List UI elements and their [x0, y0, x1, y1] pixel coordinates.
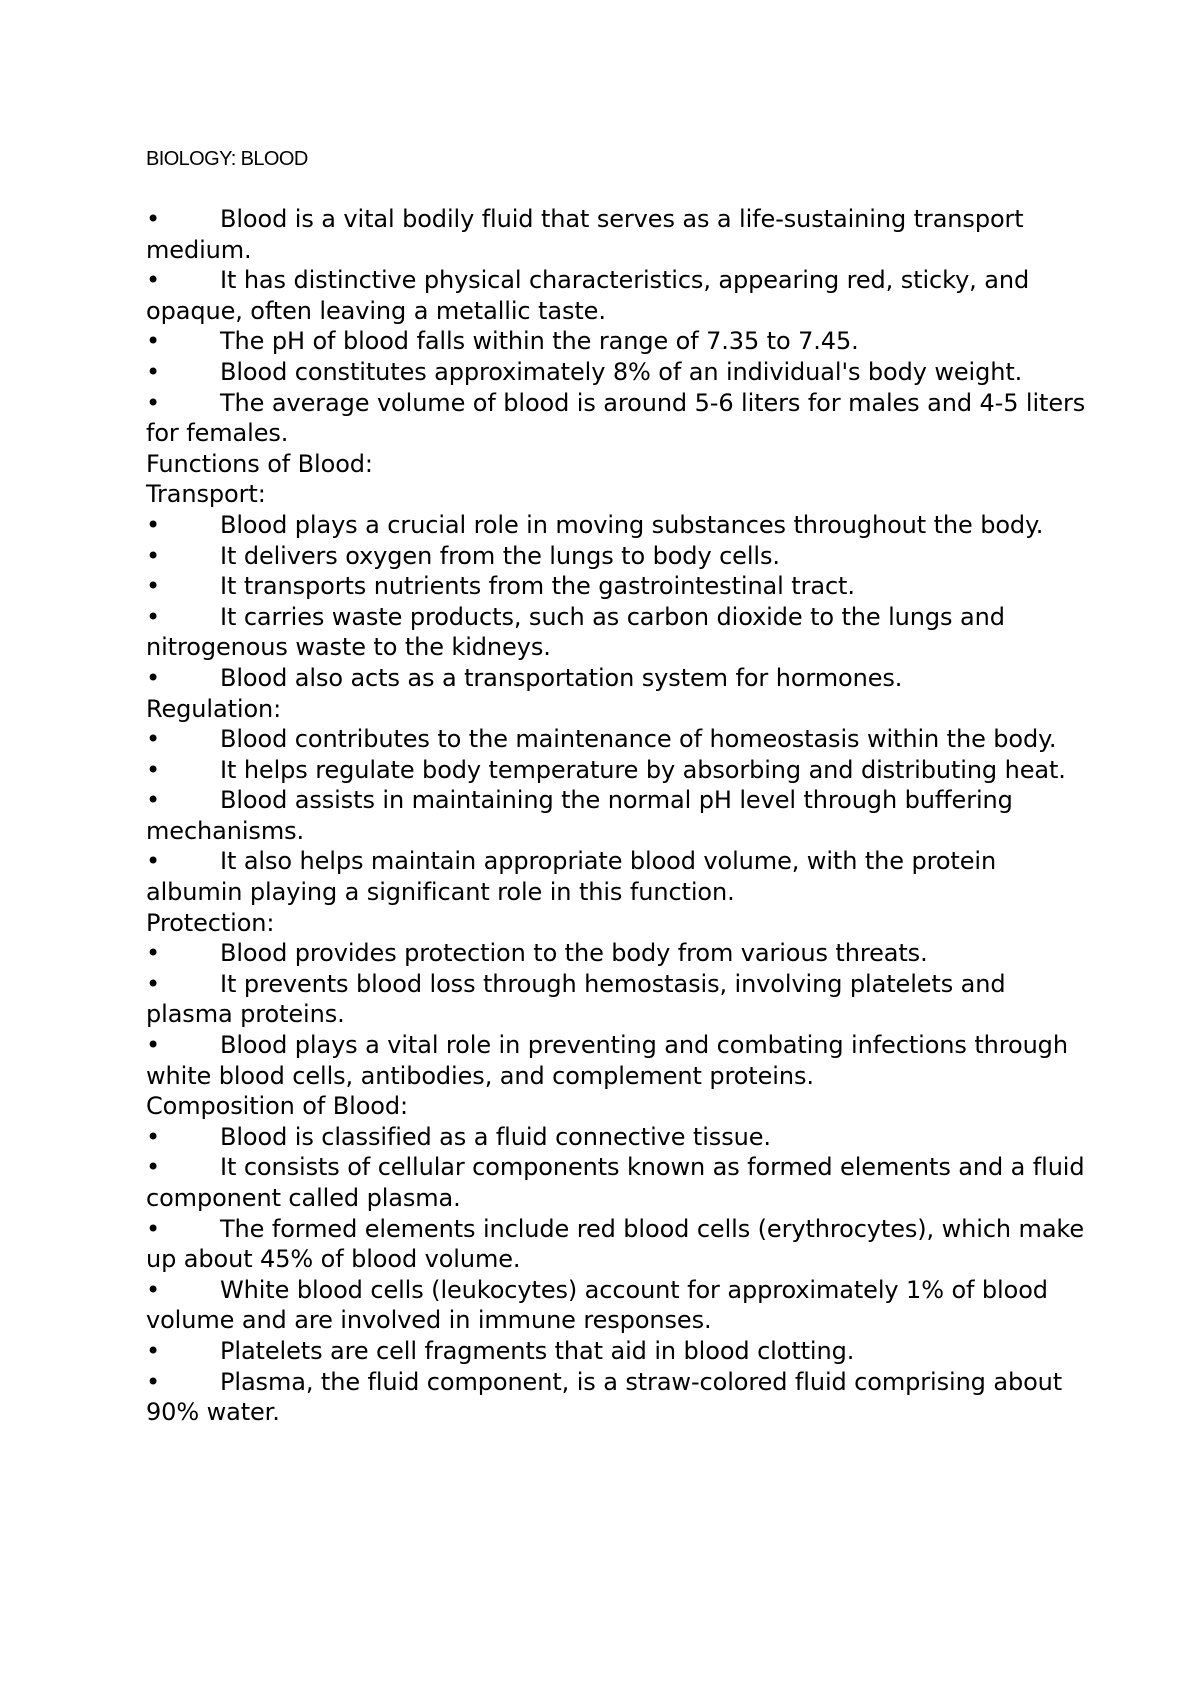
- bullet-mark: •: [146, 939, 161, 968]
- bullet-text: Blood contributes to the maintenance of homeostasis within the body.: [220, 725, 1057, 754]
- bullet-mark: •: [146, 725, 161, 754]
- bullet-item: [146, 602, 1086, 663]
- bullet-item: [146, 1030, 1086, 1091]
- bullet-mark: •: [146, 1214, 161, 1243]
- bullet-text: It also helps maintain appropriate blood volume, with the protein albumin playing a significant role in this function.: [146, 847, 997, 907]
- bullet-text: It has distinctive physical characteristics, appearing red, sticky, and opaque, often leaving a metallic taste.: [146, 266, 1030, 325]
- bullet-mark: •: [146, 755, 161, 784]
- bullet-mark: •: [146, 602, 161, 631]
- bullet-item: [146, 571, 1086, 602]
- bullet-mark: •: [146, 388, 161, 417]
- bullet-mark: •: [146, 1153, 161, 1182]
- bullet-item: [146, 663, 1086, 694]
- bullet-mark: •: [146, 357, 161, 386]
- bullet-mark: •: [146, 1275, 161, 1304]
- bullet-item: [146, 938, 1086, 969]
- bullet-item: [146, 1214, 1086, 1275]
- bullet-mark: •: [146, 969, 161, 998]
- bullet-text: Blood is a vital bodily fluid that serves as a life-sustaining transport medium.: [146, 205, 1024, 264]
- document-body: [146, 204, 1086, 1428]
- bullet-text: It helps regulate body temperature by absorbing and distributing heat.: [220, 755, 1066, 784]
- bullet-mark: •: [146, 541, 161, 570]
- bullet-mark: •: [146, 1367, 161, 1396]
- bullet-item: [146, 357, 1086, 388]
- bullet-text: The formed elements include red blood cells (erythrocytes), which make up about 45% of blood volume.: [146, 1214, 1085, 1274]
- bullet-text: It transports nutrients from the gastrointestinal tract.: [220, 572, 855, 601]
- section-heading: Composition of Blood:: [146, 1092, 408, 1121]
- bullet-item: [146, 1275, 1086, 1336]
- bullet-item: [146, 846, 1086, 907]
- bullet-item: [146, 326, 1086, 357]
- bullet-text: Blood provides protection to the body from various threats.: [220, 939, 928, 968]
- bullet-item: [146, 265, 1086, 326]
- bullet-mark: •: [146, 510, 161, 539]
- bullet-mark: •: [146, 1336, 161, 1365]
- bullet-text: Blood also acts as a transportation system for hormones.: [220, 663, 903, 692]
- bullet-text: The average volume of blood is around 5-6 liters for males and 4-5 liters for females.: [146, 388, 1086, 448]
- bullet-mark: •: [146, 1122, 161, 1151]
- bullet-item: [146, 204, 1086, 265]
- bullet-item: [146, 541, 1086, 572]
- bullet-text: Blood is classified as a fluid connective tissue.: [220, 1122, 771, 1151]
- bullet-text: Platelets are cell fragments that aid in blood clotting.: [220, 1336, 855, 1365]
- section-heading: Functions of Blood:: [146, 449, 373, 478]
- bullet-item: [146, 1152, 1086, 1213]
- bullet-text: Blood plays a vital role in preventing and combating infections through white blood cells, antibodies, and complement proteins.: [146, 1031, 1068, 1090]
- bullet-text: The pH of blood falls within the range of 7.35 to 7.45.: [220, 327, 859, 356]
- bullet-text: Blood assists in maintaining the normal pH level through buffering mechanisms.: [146, 786, 1013, 845]
- bullet-mark: •: [146, 786, 161, 815]
- bullet-item: [146, 1367, 1086, 1428]
- bullet-mark: •: [146, 205, 161, 233]
- section-heading: Regulation:: [146, 694, 282, 723]
- bullet-item: [146, 1122, 1086, 1153]
- bullet-item: [146, 510, 1086, 541]
- bullet-mark: •: [146, 847, 161, 876]
- document-title: BIOLOGY: BLOOD: [146, 148, 308, 170]
- section-heading: Transport:: [146, 480, 266, 509]
- bullet-text: It consists of cellular components known as formed elements and a fluid component called plasma.: [146, 1153, 1085, 1212]
- bullet-mark: •: [146, 572, 161, 601]
- bullet-item: [146, 969, 1086, 1030]
- bullet-item: [146, 1336, 1086, 1367]
- bullet-text: Blood constitutes approximately 8% of an individual's body weight.: [220, 357, 1023, 386]
- bullet-item: [146, 724, 1086, 755]
- bullet-mark: •: [146, 327, 161, 356]
- bullet-mark: •: [146, 266, 161, 295]
- bullet-text: It delivers oxygen from the lungs to body cells.: [220, 541, 780, 570]
- bullet-mark: •: [146, 663, 161, 692]
- bullet-item: [146, 388, 1086, 449]
- bullet-item: [146, 785, 1086, 846]
- bullet-text: Blood plays a crucial role in moving substances throughout the body.: [220, 510, 1044, 539]
- bullet-text: Plasma, the fluid component, is a straw-colored fluid comprising about 90% water.: [146, 1367, 1063, 1427]
- bullet-text: It prevents blood loss through hemostasis, involving platelets and plasma proteins.: [146, 969, 1006, 1029]
- bullet-mark: •: [146, 1031, 161, 1060]
- section-heading: Protection:: [146, 908, 275, 937]
- bullet-text: It carries waste products, such as carbon dioxide to the lungs and nitrogenous waste to the kidneys.: [146, 602, 1005, 662]
- bullet-text: White blood cells (leukocytes) account for approximately 1% of blood volume and are involved in immune responses.: [146, 1275, 1048, 1335]
- bullet-item: [146, 755, 1086, 786]
